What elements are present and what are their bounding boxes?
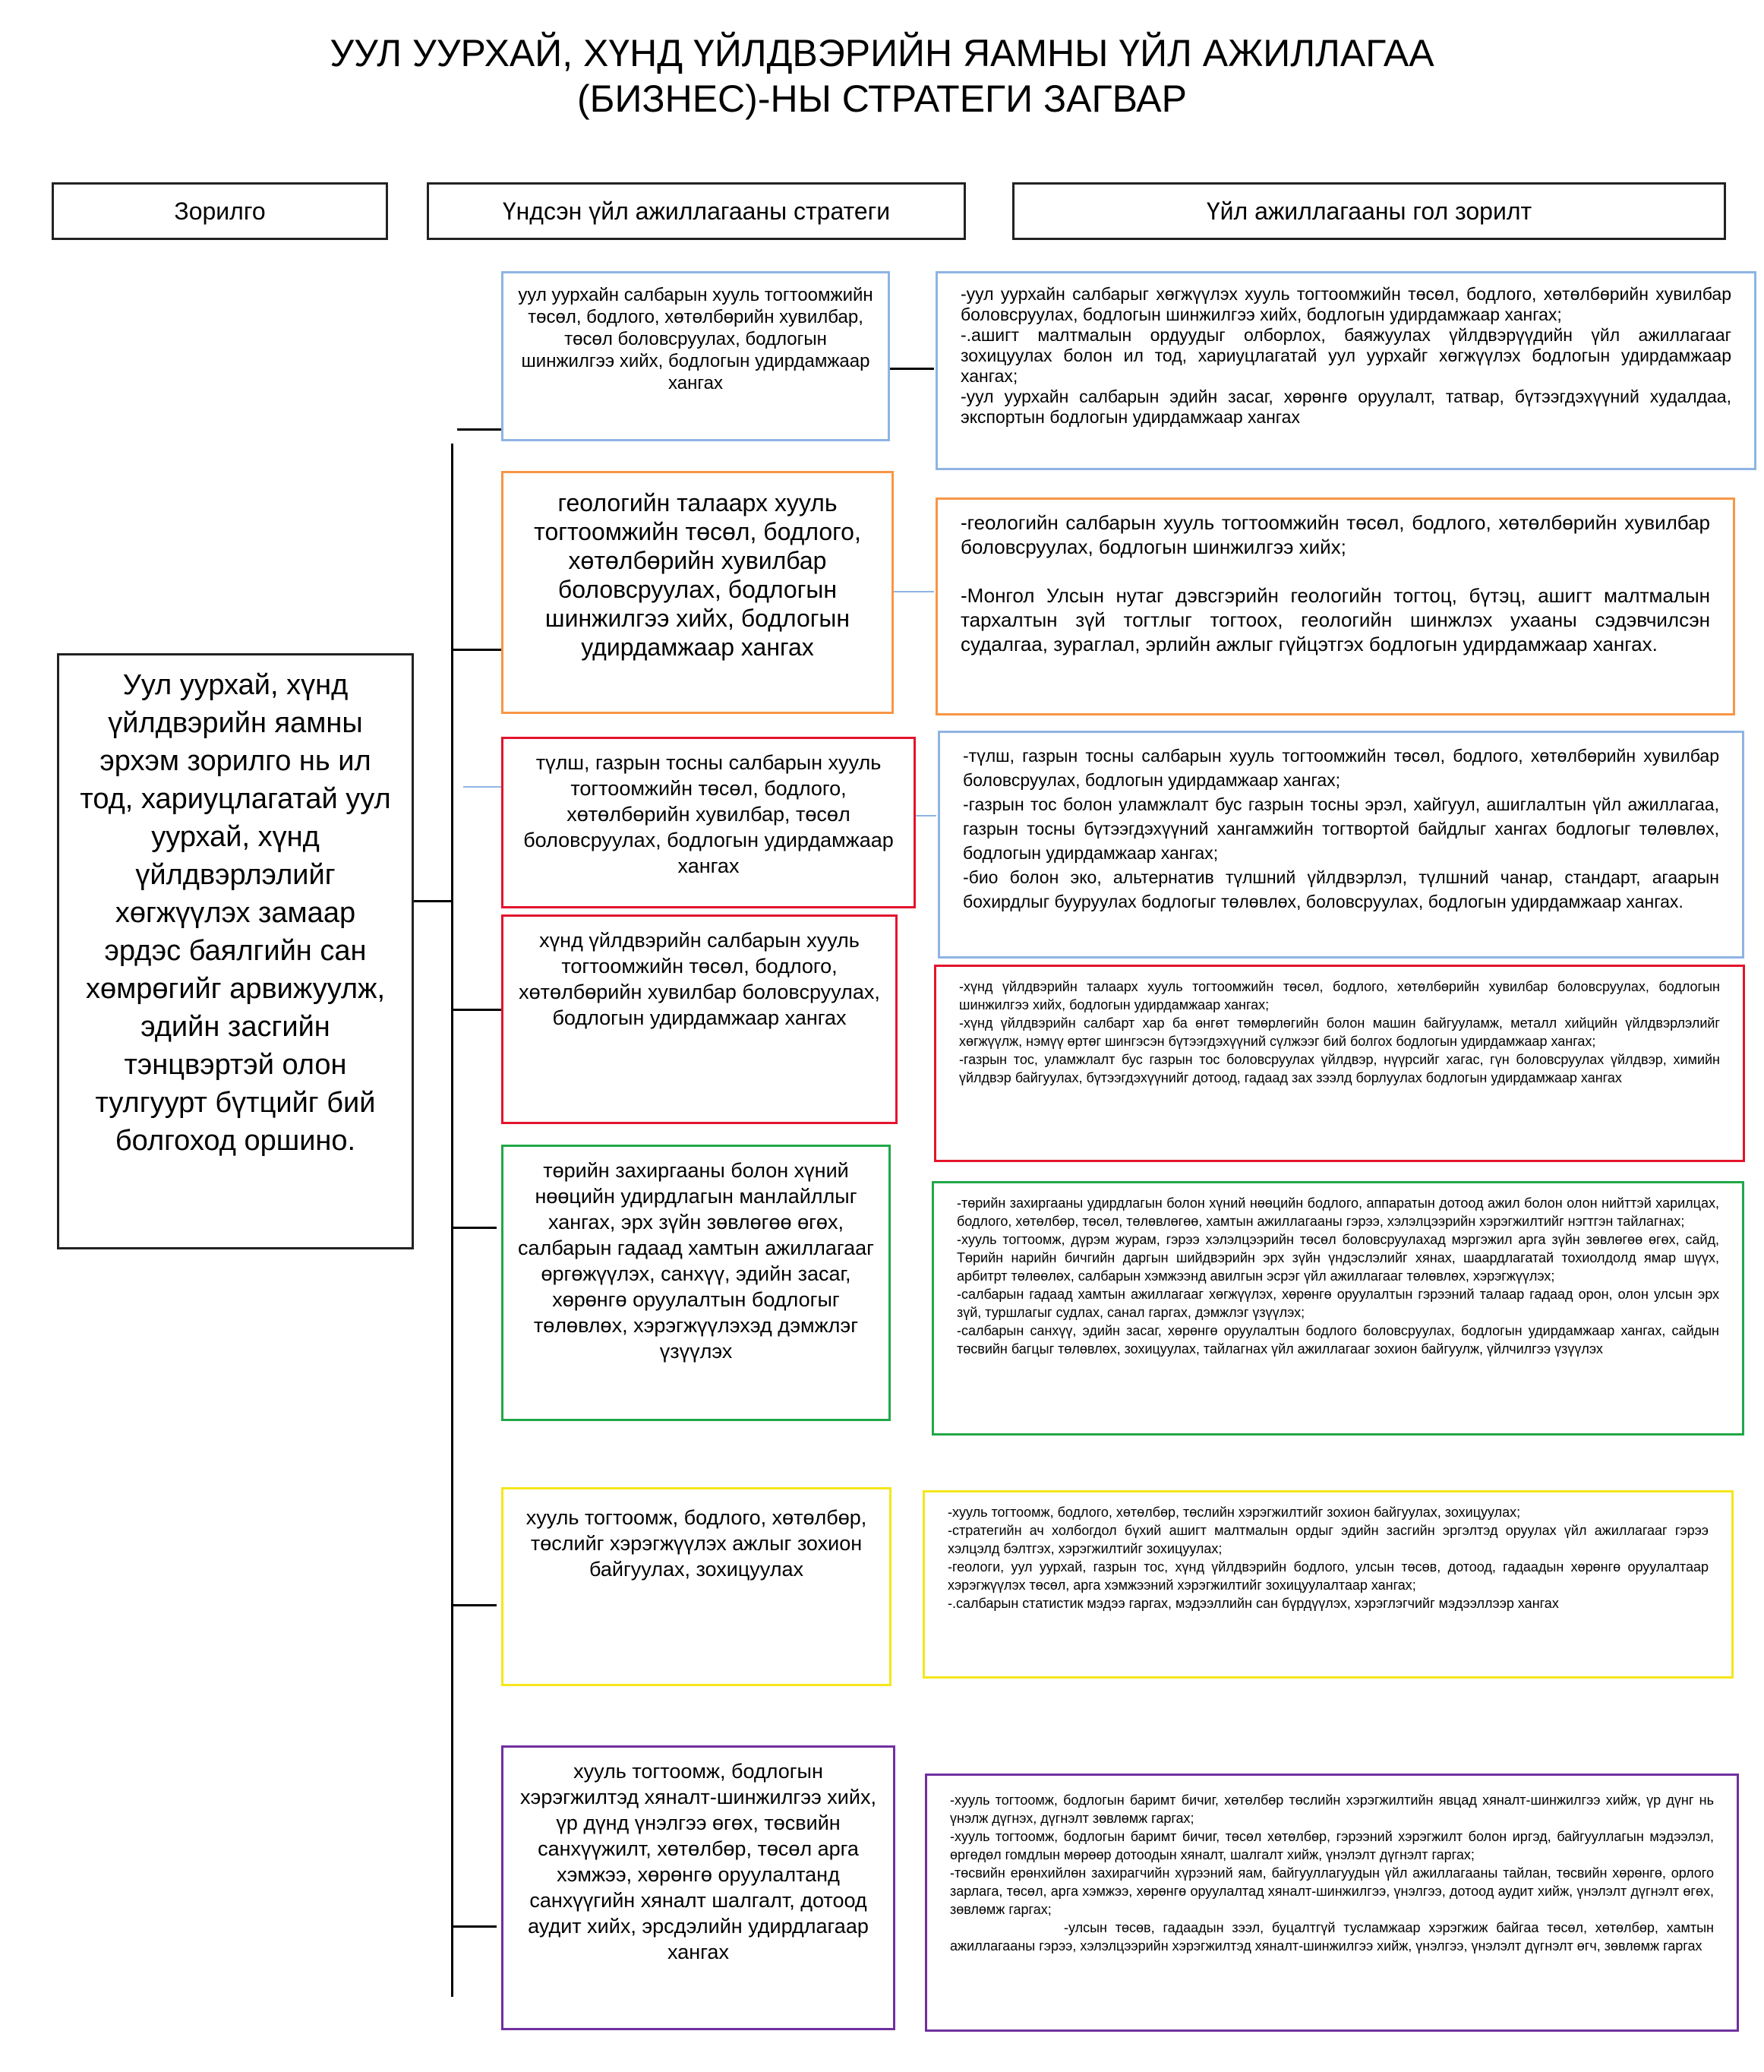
connector-trunk	[451, 444, 453, 1997]
strategy-box-implementation	[501, 1487, 891, 1686]
goal-text: Уул уурхай, хүнд үйлдвэрийн яамны эрхэм зорилго нь ил тод, хариуцлагатай уул уурхай, хүнд үйлдвэрлэлийг хөгжүүлэх замаар эрдэс баялгийн сан хөмрөгийг арвижуулж, эдийн засгийн тэнцвэртэй олон тулгуурт бүтцийг бий болгоход оршино.	[80, 669, 391, 1157]
objective-item: -.салбарын статистик мэдээ гаргах, мэдээллийн сан бүрдүүлэх, хэрэглэгчийг мэдээллээр хангах	[948, 1596, 1559, 1611]
objective-item: -геологийн салбарын хууль тогтоомжийн төсөл, бодлого, хөтөлбөрийн хувилбар боловсруулах, бодлогын шинжилгээ хийх;	[961, 511, 1710, 558]
connector-branch-6	[451, 1604, 497, 1606]
connector-branch-2	[451, 649, 501, 651]
strategy-text: хүнд үйлдвэрийн салбарын хууль тогтоомжийн төсөл, бодлого, хөтөлбөрийн хувилбар боловсруулах, бодлогын удирдамжаар хангах	[519, 929, 880, 1029]
title-line-2: (БИЗНЕС)-НЫ СТРАТЕГИ ЗАГВАР	[577, 77, 1187, 120]
objectives-box-implementation	[923, 1490, 1734, 1679]
strategy-text: түлш, газрын тосны салбарын хууль тогтоомжийн төсөл, бодлого, хөтөлбөрийн хувилбар, төсөл боловсруулах, бодлогын удирдамжаар хангах	[523, 751, 894, 877]
objectives-box-administration	[932, 1181, 1744, 1436]
page-title	[0, 30, 1764, 122]
objective-item: -стратегийн ач холбогдол бүхий ашигт малтмалын ордыг эдийн засгийн эргэлтэд оруулах үйл ажиллагааг гэрээ хэлцэлд бэлтгэх, хэрэгжилтийг зохицуулах;	[948, 1523, 1709, 1556]
connector-goal	[414, 900, 452, 902]
strategy-box-geology	[501, 471, 894, 714]
objective-item: -түлш, газрын тосны салбарын хууль тогтоомжийн төсөл, бодлого, хөтөлбөрийн хувилбар боловсруулах, бодлогын удирдамжаар хангах;	[963, 746, 1719, 790]
header-strategy	[427, 182, 966, 240]
header-objectives	[1012, 182, 1726, 240]
connector-branch-3	[463, 786, 501, 788]
objectives-box-monitoring	[925, 1774, 1739, 2032]
objective-item: -төрийн захиргааны удирдлагын болон хүний нөөцийн бодлого, аппаратын дотоод ажил болон олон нийттэй харилцах, бодлого, хөтөлбөр, төсөл, төлөвлөгөө, хамтын ажиллагааны гэрээ, хэлэлцээрийн хэрэгжилтийг нэгтгэн тайлагнах;	[957, 1196, 1719, 1229]
strategy-text: хууль тогтоомж, бодлого, хөтөлбөр, төслийг хэрэгжүүлэх ажлыг зохион байгуулах, зохицуулах	[525, 1506, 867, 1581]
objectives-box-fuel	[938, 731, 1744, 959]
objective-item: -хууль тогтоомж, бодлогын баримт бичиг, хөтөлбөр төслийн хэрэгжилтийн явцад хяналт-шинжилгээ хийж, үр дүнг нь үнэлж дүгнэх, дүгнэлт зөвлөмж гаргах;	[950, 1792, 1714, 1826]
objective-item: -хүнд үйлдвэрийн салбарт хар ба өнгөт төмөрлөгийн болон машин байгууламж, металл хийцийн үйлдвэрлэлийг хөгжүүлж, нэмүү өртөг шингэсэн бүтээгдэхүүний сүлжээг бий болгох бодлогын удирдамжаар хангах;	[959, 1015, 1720, 1049]
objective-item: -улсын төсөв, гадаадын зээл, буцалтгүй тусламжаар хэрэгжиж байгаа төсөл, хөтөлбөр, хамтын ажиллагааны гэрээ, хэлэлцээрийн хэрэгжилтэд хяналт-шинжилгээ хийж, үнэлгээ, үнэлэлт дүгнэлт өгч, зөвлөмж гаргах	[950, 1920, 1714, 1954]
objective-item: -геологи, уул уурхай, газрын тос, хүнд үйлдвэрийн бодлого, улсын төсөв, дотоод, гадаадын хөрөнгө оруулалтаар хэрэгжүүлэх төсөл, арга хэмжээний хэрэгжилтийг зохицуулалтаар хангах;	[948, 1559, 1709, 1593]
strategy-box-fuel	[501, 737, 916, 908]
objective-item: -уул уурхайн салбарыг хөгжүүлэх хууль тогтоомжийн төсөл, бодлого, хөтөлбөрийн хувилбар боловсруулах, бодлогын шинжилгээ хийх, бодлогын удирдамжаар хангах;	[961, 284, 1731, 324]
header-objectives-label: Үйл ажиллагааны гол зорилт	[1206, 197, 1532, 225]
strategy-text: хууль тогтоомж, бодлогын хэрэгжилтэд хяналт-шинжилгээ хийх, үр дүнд үнэлгээ өгөх, төсвийн санхүүжилт, хөтөлбөр, төсөл арга хэмжээ, хөрөнгө оруулалтанд санхүүгийн хяналт шалгалт, дотоод аудит хийх, эрсдэлийн удирдлагаар хангах	[520, 1760, 876, 1963]
header-goal-label: Зорилго	[174, 197, 266, 225]
header-strategy-label: Үндсэн үйл ажиллагааны стратеги	[502, 197, 891, 225]
objective-item: -хууль тогтоомж, дүрэм журам, гэрээ хэлэлцээрийн төсөл боловсруулахад мэргэжил арга зүйн зөвлөгөө өгөх, сайд, Төрийн нарийн бичгийн даргын шийдвэрийн эрх зүйн үндэслэлийг хянах, шаардлагатай тохиолдолд ямар шүүх, арбитрт төлөөлөх, салбарын хэмжээнд авилгын эсрэг үйл ажиллагааг төлөвлөх, хэрэгжүүлэх;	[957, 1232, 1719, 1284]
objective-item: -хүнд үйлдвэрийн талаарх хууль тогтоомжийн төсөл, бодлого, хөтөлбөрийн хувилбар боловсруулах, бодлогын шинжилгээ хийх, бодлогын удирдамжаар хангах;	[959, 979, 1720, 1012]
objective-item: -салбарын санхүү, эдийн засаг, хөрөнгө оруулалтын бодлого боловсруулах, бодлогын удирдамжаар хангах, сайдын төсвийн багцыг төлөвлөх, зохицуулах, тайлагнах үйл ажиллагааг зохион байгуулж, үйлчилгээ үзүүлэх	[957, 1323, 1719, 1357]
objective-item: -уул уурхайн салбарын эдийн засаг, хөрөнгө оруулалт, татвар, бүтээгдэхүүний худалдаа, экспортын бодлогын удирдамжаар хангах	[961, 387, 1731, 427]
objectives-box-heavy-industry	[934, 965, 1745, 1162]
connector-branch-4	[451, 1009, 501, 1011]
objective-item: -Монгол Улсын нутаг дэвсгэрийн геологийн тогтоц, бүтэц, ашигт малтмалын тархалтын зүй тогтлыг тогтоох, геологийн шинжлэх ухааны сэдэвчилсэн судалгаа, зураглал, эрлийн ажлыг гүйцэтгэх бодлогын удирдамжаар хангах.	[961, 584, 1710, 655]
objectives-box-mining	[936, 271, 1756, 470]
header-goal	[52, 182, 388, 240]
connector-obj-2	[894, 591, 934, 592]
connector-obj-3	[914, 815, 936, 816]
objective-item: -.ашигт малтмалын ордуудыг олборлох, баяжуулах үйлдвэрүүдийн үйл ажиллагааг зохицуулах болон ил тод, хариуцлагатай уул уурхайг хөгжүүлэх бодлогын удирдамжаар хангах;	[961, 325, 1731, 386]
strategy-box-heavy-industry	[501, 914, 898, 1124]
strategy-box-administration	[501, 1145, 891, 1421]
objective-item: -газрын тос болон уламжлалт бус газрын тосны эрэл, хайгуул, ашиглалтын үйл ажиллагаа, газрын тосны бүтээгдэхүүний хангамжийн тогтвортой байдлыг хангах бодлогыг төлөвлөх, бодлогын удирдамжаар хангах;	[963, 794, 1719, 863]
objectives-box-geology	[936, 497, 1735, 715]
connector-obj-1	[890, 368, 934, 370]
objective-item: -хууль тогтоомж, бодлогын баримт бичиг, төсөл хөтөлбөр, гэрээний хэрэгжилт болон иргэд, байгууллагын мэдээлэл, өргөдөл гомдлын мөрөөр дотоодын хяналт, шалгалт хийж, үнэлэлт дүгнэлт гаргах;	[950, 1829, 1714, 1862]
strategy-box-mining	[501, 271, 890, 441]
strategy-text: уул уурхайн салбарын хууль тогтоомжийн төсөл, бодлого, хөтөлбөрийн хувилбар, төсөл боловсруулах, бодлогын шинжилгээ хийх, бодлогын удирдамжаар хангах	[518, 285, 873, 393]
objective-item: -салбарын гадаад хамтын ажиллагааг хөгжүүлэх, хөрөнгө оруулалтын гэрээний талаар гадаад орон, олон улсын эрх зүй, туршлагыг судлах, санал гаргах, дэмжлэг үзүүлэх;	[957, 1287, 1719, 1320]
strategy-text: геологийн талаарх хууль тогтоомжийн төсөл, бодлого, хөтөлбөрийн хувилбар боловсруулах, бодлогын шинжилгээ хийх, бодлогын удирдамжаар хангах	[534, 489, 861, 661]
goal-box	[57, 653, 414, 1249]
objective-item: -газрын тос, уламжлалт бус газрын тос боловсруулах үйлдвэр, нүүрсийг хагас, гүн боловсруулах үйлдвэр, химийн үйлдвэр байгуулах, бүтээгдэхүүнийг дотоод, гадаад зах зээлд борлуулах бодлогын удирдамжаар хангах	[959, 1052, 1720, 1085]
title-line-1: УУЛ УУРХАЙ, ХҮНД ҮЙЛДВЭРИЙН ЯАМНЫ ҮЙЛ АЖИЛЛАГАА	[330, 32, 1434, 74]
objective-item: -хууль тогтоомж, бодлого, хөтөлбөр, төслийн хэрэгжилтийг зохион байгуулах, зохицуулах;	[948, 1505, 1521, 1520]
connector-branch-5	[451, 1227, 497, 1229]
connector-branch-1	[457, 428, 501, 431]
strategy-text: төрийн захиргааны болон хүний нөөцийн удирдлагын манлайллыг хангах, эрх зүйн зөвлөгөө өгөх, салбарын гадаад хамтын ажиллагааг өргөжүүлэх, санхүү, эдийн засаг, хөрөнгө оруулалтын бодлогыг төлөвлөх, хэрэгжүүлэхэд дэмжлэг үзүүлэх	[517, 1159, 875, 1363]
objective-item: -био болон эко, альтернатив түлшний үйлдвэрлэл, түлшний чанар, стандарт, агаарын бохирдлыг бууруулах бодлогыг төлөвлөх, боловсруулах, бодлогын удирдамжаар хангах.	[963, 867, 1719, 911]
strategy-box-monitoring	[501, 1745, 895, 2030]
connector-branch-7	[451, 1925, 497, 1928]
objective-item: -төсвийн ерөнхийлөн захирагчийн хүрээний яам, байгууллагуудын үйл ажиллагааны тайлан, төсвийн хөрөнгө, орлого зарлага, төсөл, арга хэмжээ, хөрөнгө оруулалтад хяналт-шинжилгээ, үнэлгээ, дотоод аудит хийж, үнэлэлт дүгнэлт өгөх, зөвлөмж гаргах;	[950, 1865, 1714, 1917]
